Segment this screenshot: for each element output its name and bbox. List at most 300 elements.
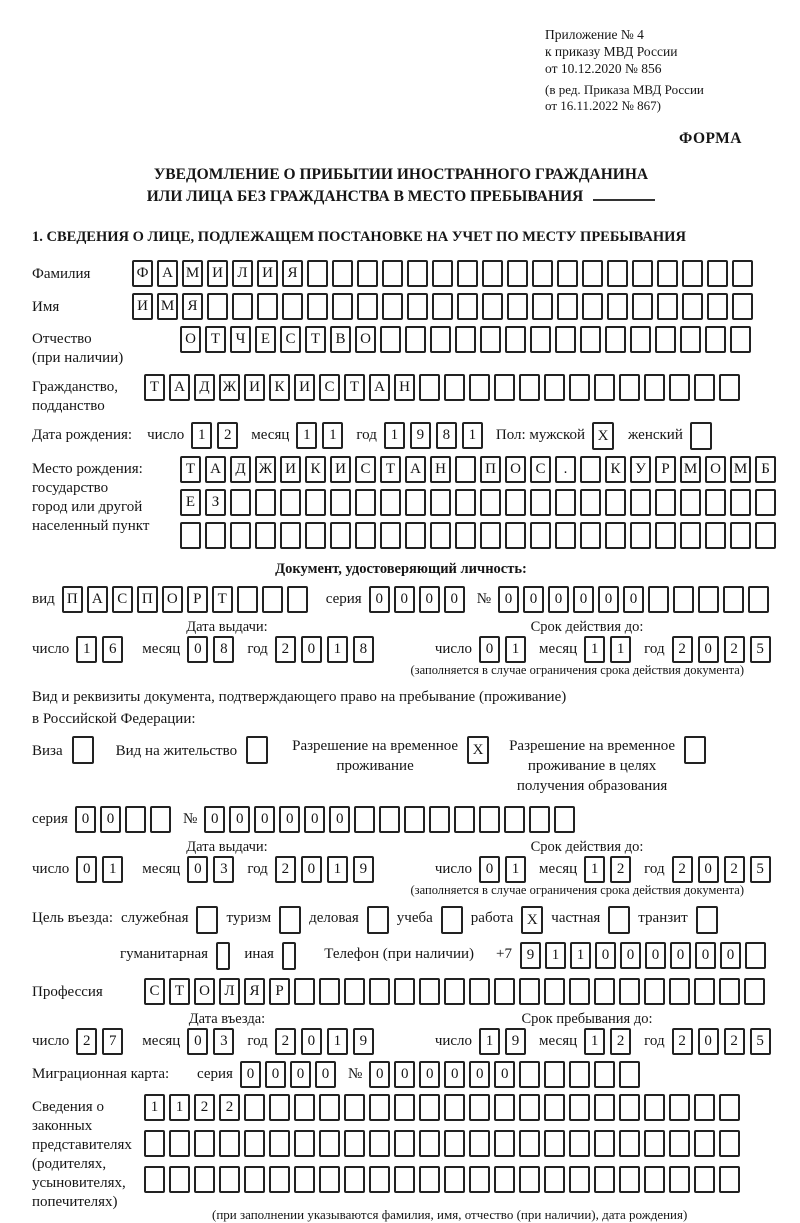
char-cell[interactable]: Н [430,456,451,483]
char-cell[interactable]: 8 [436,422,457,449]
char-cell[interactable] [644,1166,665,1193]
char-cell[interactable]: 1 [327,856,348,883]
char-cell[interactable] [644,978,665,1005]
char-cell[interactable] [680,489,701,516]
char-cell[interactable] [532,293,553,320]
char-cell[interactable]: И [257,260,278,287]
char-cell[interactable]: 1 [505,856,526,883]
char-cell[interactable] [519,978,540,1005]
char-cell[interactable]: 0 [369,586,390,613]
char-cell[interactable] [494,374,515,401]
char-cell[interactable] [582,260,603,287]
char-cell[interactable]: 9 [353,856,374,883]
char-cell[interactable] [419,1130,440,1157]
char-cell[interactable]: 0 [187,856,208,883]
char-cell[interactable] [730,522,751,549]
char-cell[interactable] [669,1166,690,1193]
char-cell[interactable] [719,1166,740,1193]
char-cell[interactable] [569,1061,590,1088]
char-cell[interactable] [732,293,753,320]
char-cell[interactable]: 0 [623,586,644,613]
char-cell[interactable] [680,326,701,353]
char-cell[interactable]: 1 [505,636,526,663]
char-cell[interactable]: М [157,293,178,320]
char-cell[interactable] [694,1130,715,1157]
char-cell[interactable]: 0 [265,1061,286,1088]
char-cell[interactable] [230,522,251,549]
char-cell[interactable]: 1 [327,1028,348,1055]
char-cell[interactable] [319,1094,340,1121]
char-cell[interactable]: 0 [304,806,325,833]
temp-residence-checkbox[interactable]: X [467,736,489,764]
char-cell[interactable] [382,293,403,320]
char-cell[interactable] [469,978,490,1005]
char-cell[interactable] [394,1094,415,1121]
char-cell[interactable] [557,260,578,287]
char-cell[interactable]: 0 [315,1061,336,1088]
char-cell[interactable] [605,522,626,549]
char-cell[interactable]: К [269,374,290,401]
char-cell[interactable] [330,489,351,516]
char-cell[interactable]: С [319,374,340,401]
char-cell[interactable]: О [355,326,376,353]
char-cell[interactable] [748,586,769,613]
char-cell[interactable]: А [87,586,108,613]
char-cell[interactable] [669,1094,690,1121]
char-cell[interactable]: Т [205,326,226,353]
char-cell[interactable]: 0 [187,636,208,663]
char-cell[interactable]: 0 [645,942,666,969]
char-cell[interactable]: Ф [132,260,153,287]
char-cell[interactable] [619,1166,640,1193]
char-cell[interactable] [680,522,701,549]
char-cell[interactable] [607,260,628,287]
char-cell[interactable]: 0 [187,1028,208,1055]
char-cell[interactable] [644,374,665,401]
char-cell[interactable] [732,260,753,287]
char-cell[interactable] [619,1061,640,1088]
char-cell[interactable] [594,1130,615,1157]
char-cell[interactable] [394,978,415,1005]
purpose-official-checkbox[interactable] [196,906,218,934]
char-cell[interactable] [419,1094,440,1121]
char-cell[interactable] [519,1130,540,1157]
char-cell[interactable] [405,326,426,353]
char-cell[interactable]: 0 [698,1028,719,1055]
char-cell[interactable] [280,489,301,516]
char-cell[interactable]: 5 [750,856,771,883]
char-cell[interactable] [369,1094,390,1121]
char-cell[interactable] [432,260,453,287]
char-cell[interactable] [269,1094,290,1121]
char-cell[interactable] [455,326,476,353]
char-cell[interactable] [605,326,626,353]
char-cell[interactable] [262,586,283,613]
char-cell[interactable]: 0 [548,586,569,613]
char-cell[interactable]: Т [180,456,201,483]
char-cell[interactable] [219,1130,240,1157]
char-cell[interactable]: О [505,456,526,483]
char-cell[interactable] [405,489,426,516]
char-cell[interactable]: О [180,326,201,353]
char-cell[interactable]: 0 [394,586,415,613]
char-cell[interactable] [557,293,578,320]
char-cell[interactable] [644,1130,665,1157]
char-cell[interactable] [682,260,703,287]
char-cell[interactable] [382,260,403,287]
char-cell[interactable]: У [630,456,651,483]
char-cell[interactable] [594,1061,615,1088]
char-cell[interactable] [494,1130,515,1157]
char-cell[interactable] [305,489,326,516]
char-cell[interactable] [519,374,540,401]
char-cell[interactable]: 1 [610,636,631,663]
char-cell[interactable] [555,522,576,549]
char-cell[interactable]: 0 [240,1061,261,1088]
char-cell[interactable] [730,326,751,353]
char-cell[interactable]: 0 [595,942,616,969]
char-cell[interactable] [519,1094,540,1121]
char-cell[interactable] [205,522,226,549]
char-cell[interactable] [369,978,390,1005]
char-cell[interactable]: В [330,326,351,353]
char-cell[interactable]: Д [194,374,215,401]
char-cell[interactable]: И [280,456,301,483]
char-cell[interactable] [444,1130,465,1157]
char-cell[interactable]: 9 [505,1028,526,1055]
char-cell[interactable]: К [605,456,626,483]
char-cell[interactable] [544,1061,565,1088]
char-cell[interactable]: Е [255,326,276,353]
char-cell[interactable] [455,456,476,483]
residence-permit-checkbox[interactable] [246,736,268,764]
char-cell[interactable] [269,1166,290,1193]
char-cell[interactable] [305,522,326,549]
char-cell[interactable] [419,1166,440,1193]
char-cell[interactable] [169,1166,190,1193]
char-cell[interactable] [719,1094,740,1121]
char-cell[interactable]: 2 [275,636,296,663]
char-cell[interactable] [719,1130,740,1157]
char-cell[interactable] [655,489,676,516]
char-cell[interactable] [494,1166,515,1193]
char-cell[interactable] [719,374,740,401]
char-cell[interactable]: И [207,260,228,287]
char-cell[interactable]: 6 [102,636,123,663]
char-cell[interactable]: 2 [672,636,693,663]
char-cell[interactable] [569,1166,590,1193]
char-cell[interactable]: С [112,586,133,613]
char-cell[interactable] [430,326,451,353]
char-cell[interactable]: П [137,586,158,613]
char-cell[interactable] [357,293,378,320]
char-cell[interactable] [655,326,676,353]
char-cell[interactable] [287,586,308,613]
char-cell[interactable]: 2 [724,636,745,663]
char-cell[interactable]: Р [655,456,676,483]
char-cell[interactable] [379,806,400,833]
char-cell[interactable]: Е [180,489,201,516]
char-cell[interactable]: Л [219,978,240,1005]
char-cell[interactable]: О [162,586,183,613]
char-cell[interactable] [694,1094,715,1121]
char-cell[interactable] [544,978,565,1005]
char-cell[interactable]: Р [269,978,290,1005]
char-cell[interactable] [282,293,303,320]
char-cell[interactable] [694,1166,715,1193]
char-cell[interactable] [580,326,601,353]
char-cell[interactable]: З [205,489,226,516]
char-cell[interactable]: 0 [229,806,250,833]
char-cell[interactable] [669,374,690,401]
char-cell[interactable] [657,293,678,320]
char-cell[interactable]: Я [282,260,303,287]
char-cell[interactable] [698,586,719,613]
char-cell[interactable]: М [680,456,701,483]
char-cell[interactable] [344,978,365,1005]
char-cell[interactable] [723,586,744,613]
char-cell[interactable] [619,1094,640,1121]
char-cell[interactable] [180,522,201,549]
char-cell[interactable] [355,522,376,549]
char-cell[interactable]: 0 [279,806,300,833]
sex-male-checkbox[interactable]: X [592,422,614,450]
char-cell[interactable]: 0 [494,1061,515,1088]
char-cell[interactable] [469,374,490,401]
char-cell[interactable] [469,1130,490,1157]
char-cell[interactable]: 1 [102,856,123,883]
char-cell[interactable] [369,1166,390,1193]
char-cell[interactable]: 3 [213,856,234,883]
char-cell[interactable]: 2 [219,1094,240,1121]
char-cell[interactable] [580,489,601,516]
char-cell[interactable] [319,1130,340,1157]
char-cell[interactable]: 0 [695,942,716,969]
char-cell[interactable]: 0 [720,942,741,969]
char-cell[interactable]: 8 [213,636,234,663]
char-cell[interactable] [494,978,515,1005]
char-cell[interactable]: 1 [322,422,343,449]
char-cell[interactable] [707,260,728,287]
char-cell[interactable]: 0 [301,856,322,883]
char-cell[interactable]: Л [232,260,253,287]
char-cell[interactable] [194,1130,215,1157]
char-cell[interactable]: 5 [750,1028,771,1055]
char-cell[interactable]: 1 [191,422,212,449]
char-cell[interactable] [419,978,440,1005]
purpose-humanitarian-checkbox[interactable] [216,942,230,970]
char-cell[interactable]: 0 [76,856,97,883]
char-cell[interactable] [482,260,503,287]
char-cell[interactable] [630,489,651,516]
char-cell[interactable]: 2 [275,1028,296,1055]
char-cell[interactable]: 0 [598,586,619,613]
char-cell[interactable] [432,293,453,320]
char-cell[interactable] [580,456,601,483]
temp-residence-education-checkbox[interactable] [684,736,706,764]
purpose-study-checkbox[interactable] [441,906,463,934]
char-cell[interactable]: 0 [329,806,350,833]
char-cell[interactable] [394,1130,415,1157]
char-cell[interactable] [519,1166,540,1193]
char-cell[interactable] [357,260,378,287]
char-cell[interactable]: 0 [670,942,691,969]
char-cell[interactable] [755,522,776,549]
char-cell[interactable] [169,1130,190,1157]
char-cell[interactable] [125,806,146,833]
char-cell[interactable] [237,586,258,613]
char-cell[interactable]: П [62,586,83,613]
char-cell[interactable] [655,522,676,549]
purpose-private-checkbox[interactable] [608,906,630,934]
char-cell[interactable]: 0 [444,586,465,613]
char-cell[interactable]: 1 [384,422,405,449]
char-cell[interactable] [469,1166,490,1193]
char-cell[interactable] [244,1166,265,1193]
char-cell[interactable]: 2 [672,1028,693,1055]
char-cell[interactable]: 9 [520,942,541,969]
char-cell[interactable] [532,260,553,287]
char-cell[interactable] [429,806,450,833]
char-cell[interactable]: 0 [620,942,641,969]
char-cell[interactable] [455,489,476,516]
char-cell[interactable] [332,293,353,320]
char-cell[interactable]: 1 [462,422,483,449]
char-cell[interactable]: 0 [444,1061,465,1088]
char-cell[interactable] [544,1094,565,1121]
char-cell[interactable] [630,326,651,353]
char-cell[interactable] [744,978,765,1005]
char-cell[interactable]: 1 [169,1094,190,1121]
char-cell[interactable] [444,1166,465,1193]
char-cell[interactable] [519,1061,540,1088]
char-cell[interactable]: 2 [724,856,745,883]
char-cell[interactable] [745,942,766,969]
char-cell[interactable]: С [280,326,301,353]
char-cell[interactable]: 0 [369,1061,390,1088]
char-cell[interactable]: 0 [290,1061,311,1088]
char-cell[interactable] [457,293,478,320]
char-cell[interactable]: 2 [275,856,296,883]
char-cell[interactable]: 5 [750,636,771,663]
char-cell[interactable] [569,374,590,401]
char-cell[interactable] [544,374,565,401]
char-cell[interactable]: 0 [469,1061,490,1088]
char-cell[interactable] [294,1166,315,1193]
char-cell[interactable] [605,489,626,516]
char-cell[interactable] [694,978,715,1005]
char-cell[interactable] [419,374,440,401]
char-cell[interactable] [594,374,615,401]
char-cell[interactable] [507,260,528,287]
char-cell[interactable]: А [169,374,190,401]
char-cell[interactable] [707,293,728,320]
char-cell[interactable]: 2 [610,1028,631,1055]
char-cell[interactable] [555,326,576,353]
char-cell[interactable] [444,978,465,1005]
char-cell[interactable] [319,1166,340,1193]
char-cell[interactable] [494,1094,515,1121]
char-cell[interactable] [355,489,376,516]
char-cell[interactable]: 1 [584,636,605,663]
char-cell[interactable]: Д [230,456,251,483]
char-cell[interactable]: 0 [419,586,440,613]
char-cell[interactable]: 1 [545,942,566,969]
char-cell[interactable]: Я [244,978,265,1005]
char-cell[interactable]: Т [144,374,165,401]
char-cell[interactable] [405,522,426,549]
char-cell[interactable] [505,326,526,353]
char-cell[interactable] [344,1094,365,1121]
char-cell[interactable]: 9 [353,1028,374,1055]
char-cell[interactable] [354,806,375,833]
char-cell[interactable]: 0 [301,1028,322,1055]
char-cell[interactable]: 2 [194,1094,215,1121]
char-cell[interactable]: 0 [479,636,500,663]
char-cell[interactable]: С [355,456,376,483]
char-cell[interactable]: 1 [479,1028,500,1055]
char-cell[interactable] [705,326,726,353]
char-cell[interactable]: 0 [301,636,322,663]
char-cell[interactable]: 0 [523,586,544,613]
char-cell[interactable]: Ж [255,456,276,483]
char-cell[interactable]: 9 [410,422,431,449]
char-cell[interactable] [307,260,328,287]
char-cell[interactable]: . [555,456,576,483]
char-cell[interactable]: Т [212,586,233,613]
char-cell[interactable] [648,586,669,613]
char-cell[interactable] [207,293,228,320]
char-cell[interactable] [480,522,501,549]
char-cell[interactable] [150,806,171,833]
char-cell[interactable] [469,1094,490,1121]
char-cell[interactable] [455,522,476,549]
char-cell[interactable]: 2 [610,856,631,883]
char-cell[interactable]: 1 [584,1028,605,1055]
char-cell[interactable] [380,326,401,353]
char-cell[interactable] [705,489,726,516]
char-cell[interactable] [619,374,640,401]
char-cell[interactable] [619,978,640,1005]
char-cell[interactable]: 2 [724,1028,745,1055]
char-cell[interactable] [607,293,628,320]
char-cell[interactable] [380,489,401,516]
char-cell[interactable]: 0 [479,856,500,883]
char-cell[interactable] [219,1166,240,1193]
char-cell[interactable]: И [330,456,351,483]
char-cell[interactable]: 0 [75,806,96,833]
char-cell[interactable] [673,586,694,613]
char-cell[interactable] [294,1094,315,1121]
char-cell[interactable] [407,293,428,320]
char-cell[interactable] [632,293,653,320]
char-cell[interactable]: 2 [217,422,238,449]
char-cell[interactable] [144,1166,165,1193]
char-cell[interactable]: Т [380,456,401,483]
char-cell[interactable]: 0 [419,1061,440,1088]
char-cell[interactable] [594,978,615,1005]
visa-checkbox[interactable] [72,736,94,764]
char-cell[interactable] [554,806,575,833]
char-cell[interactable] [294,978,315,1005]
char-cell[interactable]: П [480,456,501,483]
char-cell[interactable]: К [305,456,326,483]
char-cell[interactable]: А [369,374,390,401]
char-cell[interactable] [569,1130,590,1157]
char-cell[interactable]: 0 [100,806,121,833]
char-cell[interactable]: 2 [672,856,693,883]
char-cell[interactable] [244,1130,265,1157]
